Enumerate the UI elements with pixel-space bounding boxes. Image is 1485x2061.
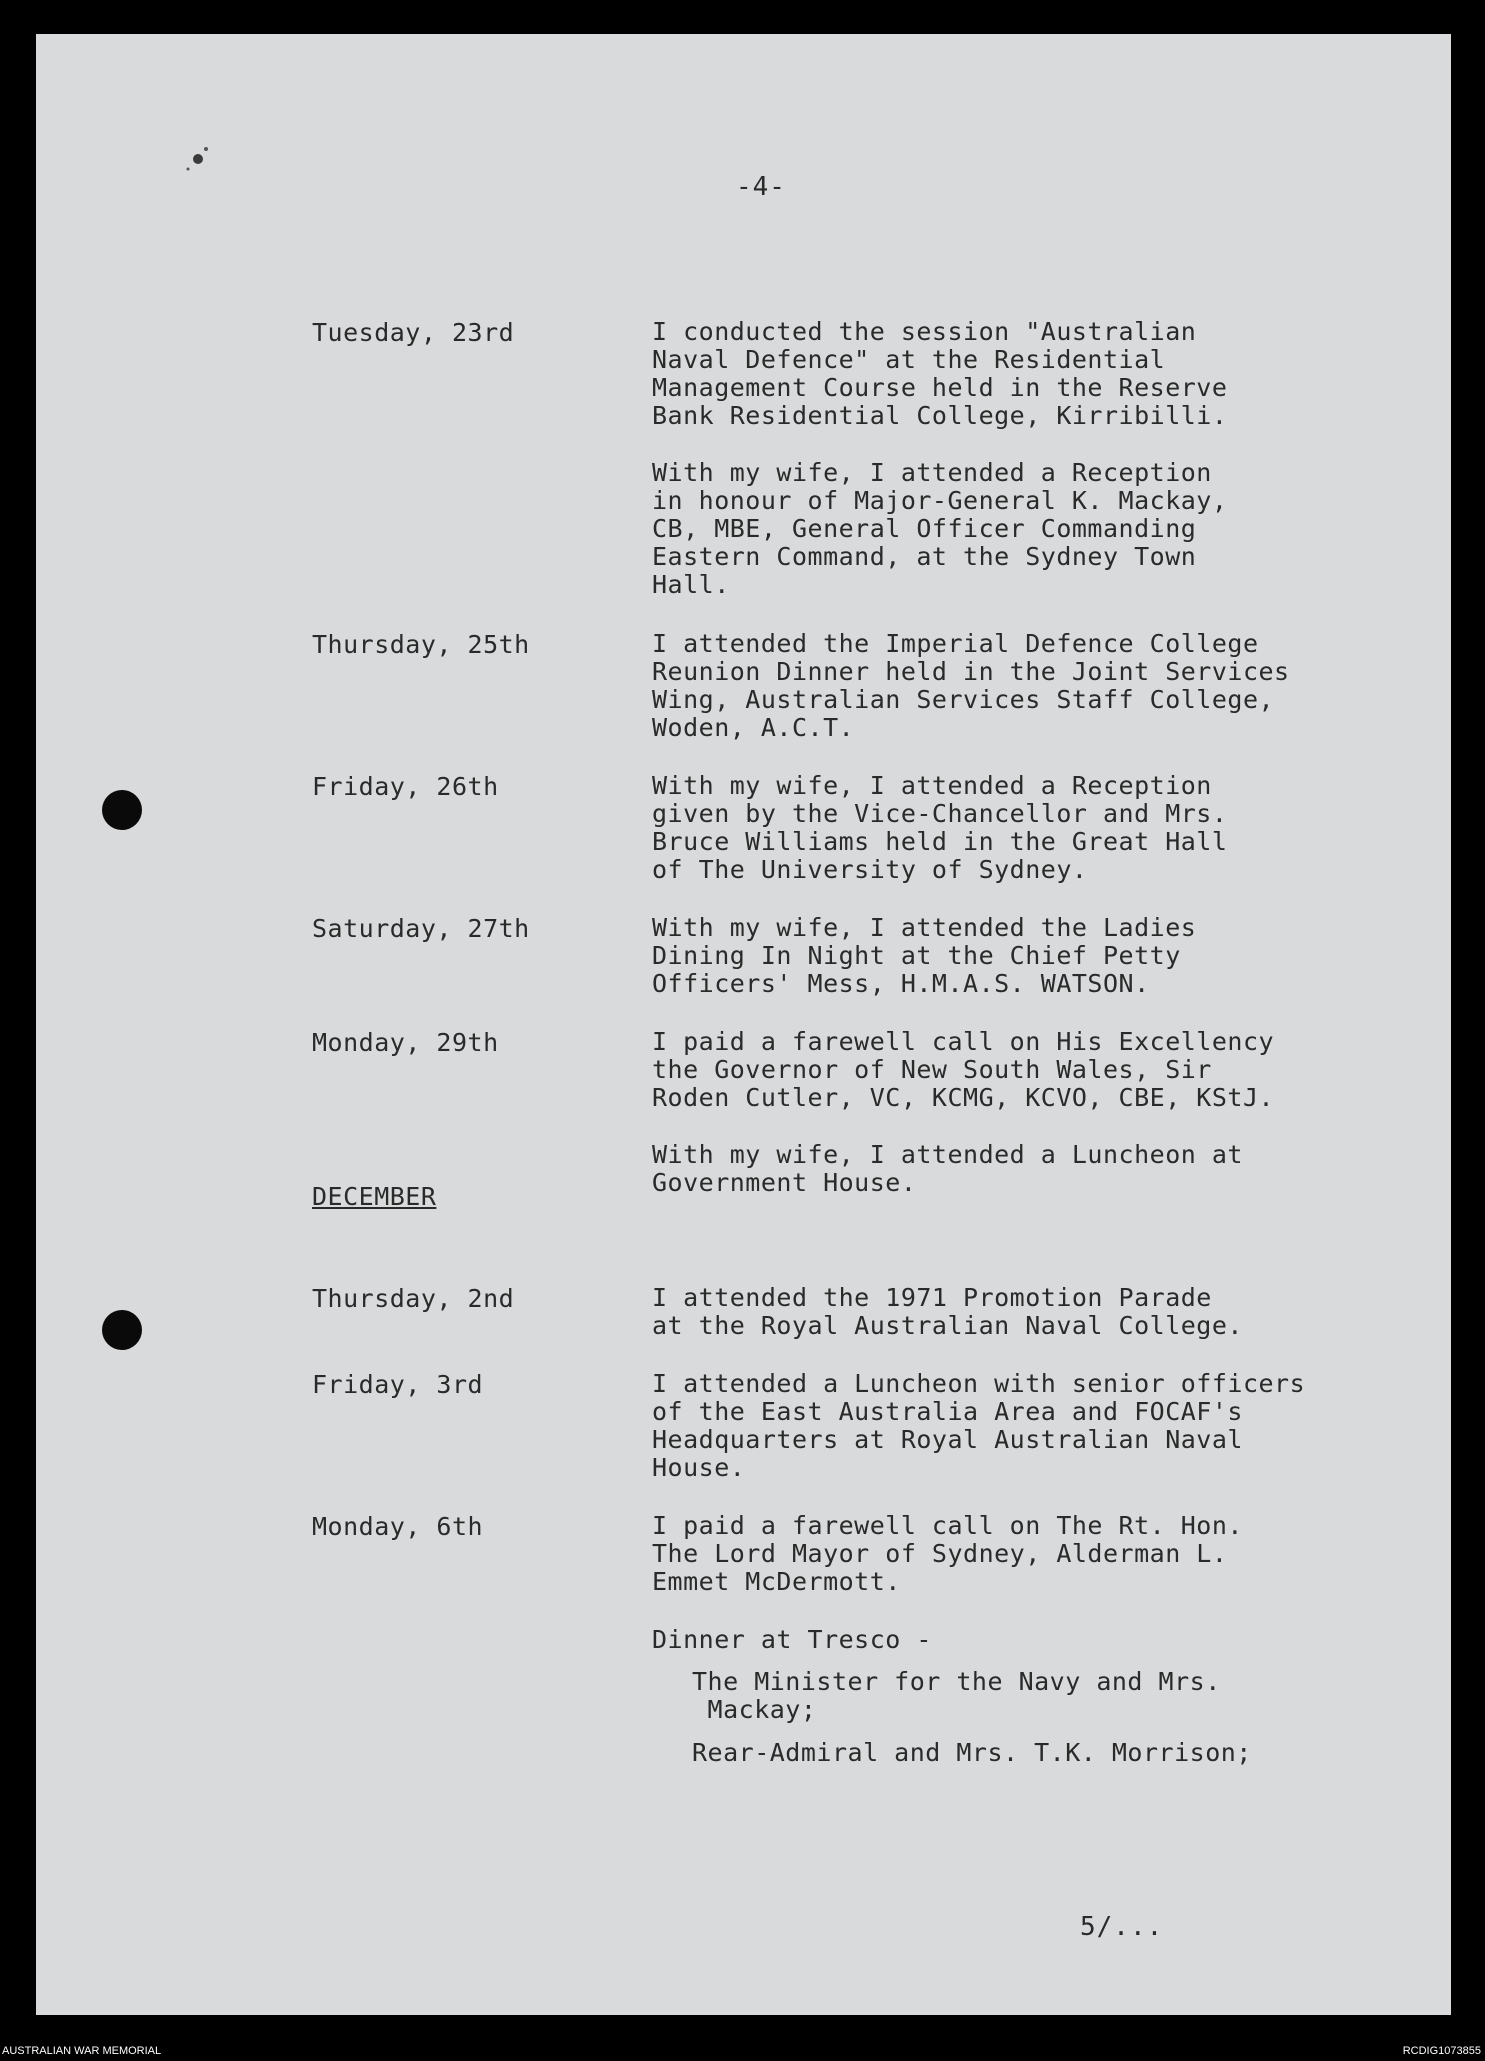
page-number: -4- — [736, 172, 786, 202]
entry-date: Tuesday, 23rd — [312, 318, 515, 347]
entry-date: Monday, 29th — [312, 1028, 499, 1057]
entry-paragraph: I attended the Imperial Defence College Reunion Dinner held in the Joint Services Wing, Australian Services Staff College, Woden, A.C.T. — [652, 629, 1290, 742]
entry-paragraph: I attended the 1971 Promotion Parade at the Royal Australian Naval College. — [652, 1283, 1243, 1340]
entry-date: Saturday, 27th — [312, 914, 530, 943]
entry-paragraph: I conducted the session "Australian Naval Defence" at the Residential Management Course held in the Reserve Bank Residential College, Kirribilli. — [652, 317, 1228, 430]
entry-date: Friday, 3rd — [312, 1370, 484, 1399]
document-page — [36, 34, 1451, 2015]
entry-paragraph: I attended a Luncheon with senior officers of the East Australia Area and FOCAF's Headquarters at Royal Australian Naval House. — [652, 1369, 1306, 1482]
entry-paragraph: I paid a farewell call on His Excellency the Governor of New South Wales, Sir Roden Cutler, VC, KCMG, KCVO, CBE, KStJ. — [652, 1027, 1275, 1112]
footer-source: AUSTRALIAN WAR MEMORIAL — [2, 2045, 162, 2057]
entry-paragraph: I paid a farewell call on The Rt. Hon. The Lord Mayor of Sydney, Alderman L. Emmet McDermott. — [652, 1511, 1243, 1596]
entry-date: Friday, 26th — [312, 772, 499, 801]
continuation-marker: 5/... — [1080, 1912, 1164, 1942]
footer-record-id: RCDIG1073855 — [1402, 2045, 1481, 2057]
guest-item: Rear-Admiral and Mrs. T.K. Morrison; — [692, 1738, 1252, 1767]
entry-date: Monday, 6th — [312, 1512, 484, 1541]
entry-paragraph: With my wife, I attended a Reception in honour of Major-General K. Mackay, CB, MBE, General Officer Commanding Eastern Command, at the Sydney Town Hall. — [652, 458, 1228, 599]
entry-paragraph: With my wife, I attended a Reception given by the Vice-Chancellor and Mrs. Bruce Williams held in the Great Hall of The University of Sydney. — [652, 771, 1228, 884]
diary-entries — [36, 34, 1451, 2015]
entry-paragraph: With my wife, I attended the Ladies Dining In Night at the Chief Petty Officers' Mess, H.M.A.S. WATSON. — [652, 913, 1197, 998]
entry-date: Thursday, 2nd — [312, 1284, 515, 1313]
entry-date: Thursday, 25th — [312, 630, 530, 659]
punch-hole — [102, 790, 142, 830]
month-heading: DECEMBER — [312, 1182, 437, 1211]
punch-hole — [102, 1310, 142, 1350]
entry-paragraph: Dinner at Tresco - — [652, 1625, 932, 1654]
guest-item: The Minister for the Navy and Mrs. Mackay; — [692, 1667, 1221, 1724]
entry-paragraph: With my wife, I attended a Luncheon at Government House. — [652, 1140, 1243, 1197]
